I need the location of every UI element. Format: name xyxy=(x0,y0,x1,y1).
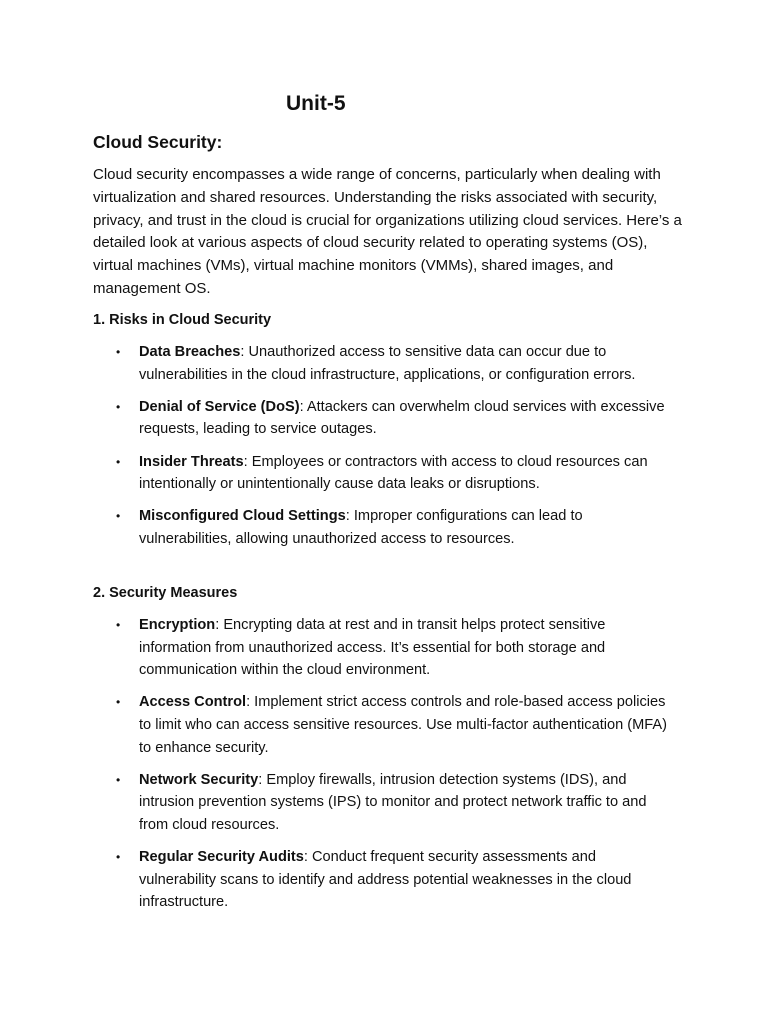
bullet-icon: • xyxy=(116,618,121,632)
bullet-icon: • xyxy=(116,345,121,359)
list-item-denial-of-service xyxy=(0,396,677,441)
bullet-icon: • xyxy=(116,772,121,787)
list-item-term: Denial of Service (DoS) xyxy=(139,398,300,415)
list-item-text: : Employees or contractors with access to cloud resources can intentionally or unintentionally cause data leaks or disruptions. xyxy=(139,453,648,493)
list-item-text: : Encrypting data at rest and in transit helps protect sensitive information from unauthorized access. It’s essential for both storage and communication within the cloud environment. xyxy=(139,617,606,679)
bullet-icon: • xyxy=(116,850,121,865)
list-item-term: Data Breaches xyxy=(139,344,241,360)
list-item-term: Access Control xyxy=(139,694,247,711)
list-item-text: : Conduct frequent security assessments and vulnerability scans to identify and address potential weaknesses in the cloud infrastructure. xyxy=(139,849,632,911)
risks-heading: 1. Risks in Cloud Security xyxy=(93,312,272,328)
list-item-insider-threats xyxy=(0,451,677,496)
intro-paragraph: Cloud security encompasses a wide range of concerns, particularly when dealing with virtualization and shared resources. Understanding the risks associated with security, privacy, and trust in the cloud is crucial for organizations utilizing cloud services. Here’s a detailed look at various aspects of cloud security related to operating systems (OS), virtual machines (VMs), virtual machine monitors (VMMs), shared images, and management OS. xyxy=(93,166,682,297)
bullet-icon: • xyxy=(116,454,121,469)
bullet-icon: • xyxy=(116,695,121,710)
list-item-misconfigured-settings xyxy=(0,505,677,550)
list-item-text: : Employ firewalls, intrusion detection systems (IDS), and intrusion prevention systems (IPS) to monitor and protect network traffic to and from cloud resources. xyxy=(139,771,647,833)
list-item-term: Network Security xyxy=(139,771,259,788)
list-item-network-security xyxy=(0,769,677,837)
list-item-access-control xyxy=(0,691,677,759)
list-item-term: Misconfigured Cloud Settings xyxy=(139,508,346,525)
unit-title: Unit-5 xyxy=(286,92,346,115)
list-item-term: Insider Threats xyxy=(139,453,244,470)
list-item-security-audits xyxy=(0,846,677,914)
list-item-text: : Unauthorized access to sensitive data can occur due to vulnerabilities in the cloud infrastructure, applications, or configuration errors. xyxy=(139,344,636,383)
list-item-text: : Attackers can overwhelm cloud services with excessive requests, leading to service outages. xyxy=(139,398,665,438)
list-item-text: : Implement strict access controls and role-based access policies to limit who can access sensitive resources. Use multi-factor authentication (MFA) to enhance security. xyxy=(139,694,668,756)
list-item-term: Regular Security Audits xyxy=(139,849,304,866)
measures-list xyxy=(0,614,677,924)
measures-heading: 2. Security Measures xyxy=(93,585,238,601)
list-item-encryption xyxy=(0,614,677,682)
list-item-data-breaches xyxy=(0,341,677,386)
bullet-icon: • xyxy=(116,509,121,524)
section-title: Cloud Security: xyxy=(93,132,223,152)
list-item-text: : Improper configurations can lead to vulnerabilities, allowing unauthorized access to resources. xyxy=(139,508,583,547)
risks-list xyxy=(0,341,677,560)
list-item-term: Encryption xyxy=(139,617,216,633)
bullet-icon: • xyxy=(116,399,121,414)
